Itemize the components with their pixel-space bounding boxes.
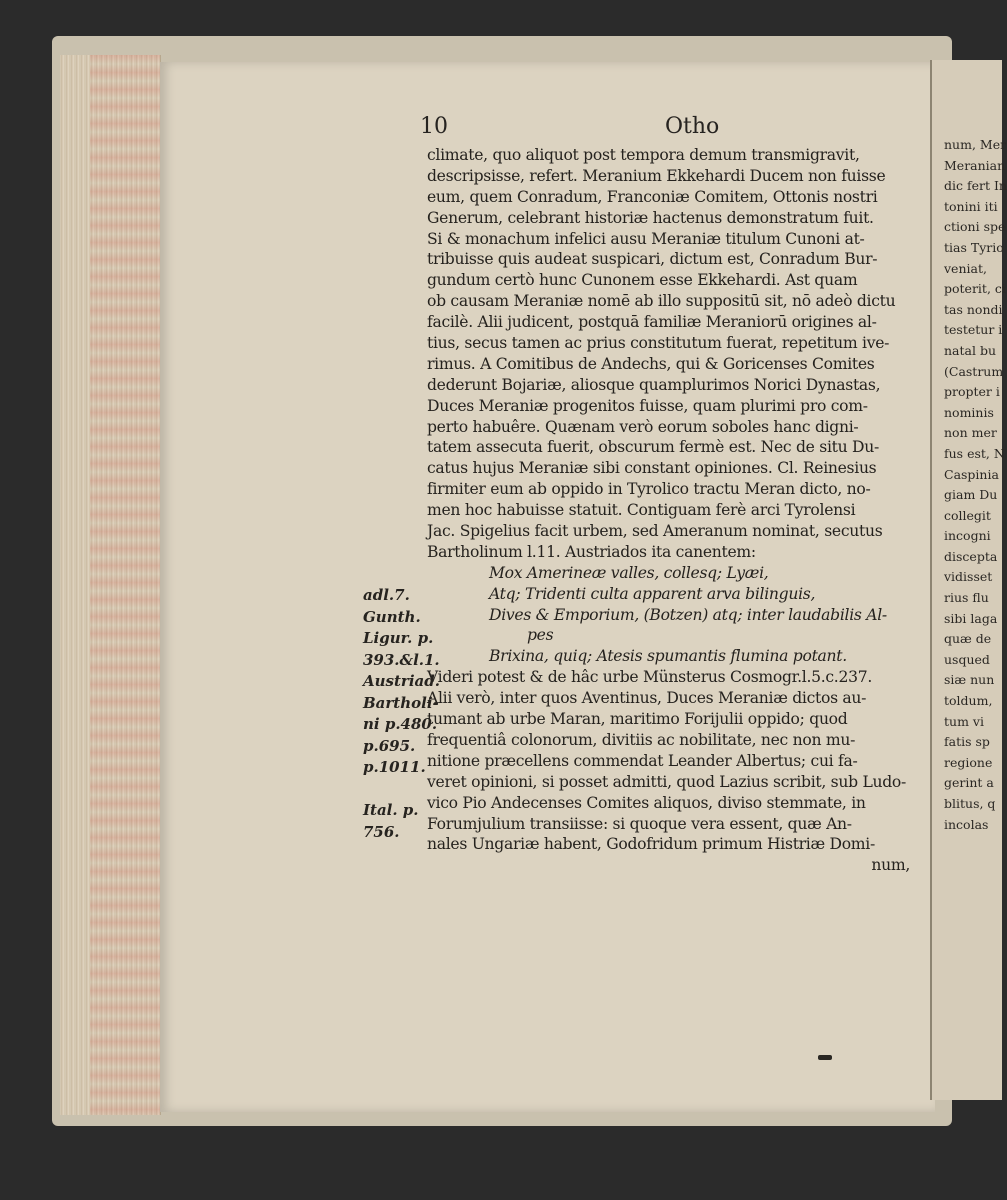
right-fragment: collegit	[944, 507, 991, 523]
text-line: Bartholinum l.11. Austriados ita canentem:	[427, 542, 756, 561]
right-fragment: Caspinia	[944, 466, 999, 482]
right-fragment: poterit, ci	[944, 281, 1006, 297]
margin-note: Austriad.	[363, 672, 440, 690]
page-block-edge	[60, 55, 161, 1115]
text-line: Jac. Spigelius facit urbem, sed Ameranum nominat, secutus	[427, 522, 883, 541]
text-line: veret opinioni, si posset admitti, quod Lazius scribit, sub Ludo-	[427, 772, 906, 791]
right-fragment: veniat,	[944, 260, 987, 276]
right-fragment: non mer	[944, 425, 997, 441]
right-fragment: discepta	[944, 548, 998, 564]
right-page-text	[944, 135, 1007, 835]
right-fragment: gerint a	[944, 775, 994, 791]
right-fragment: toldum,	[944, 693, 993, 709]
verse-line: Brixina, quiq; Atesis spumantis flumina potant.	[489, 647, 847, 666]
right-fragment: tonini iti	[944, 198, 998, 214]
text-line: tatem assecuta fuerit, obscurum fermè est. Nec de situ Du-	[427, 438, 879, 457]
margin-note: Bartholi-	[363, 693, 439, 712]
right-fragment: tum vi	[944, 713, 984, 729]
text-line: perto habuêre. Quænam verò eorum soboles hanc digni-	[427, 417, 859, 436]
right-fragment: ctioni spe	[944, 219, 1006, 235]
text-line: tius, secus tamen ac prius constitutum fuerat, repetitum ive-	[427, 334, 890, 353]
right-fragment: tas nondi	[944, 301, 1003, 317]
text-line: gundum certò hunc Cunonem esse Ekkehardi. Ast quam	[427, 271, 858, 290]
text-line: climate, quo aliquot post tempora demum transmigravit,	[427, 146, 860, 164]
right-fragment: Meranian	[944, 157, 1006, 173]
margin-note: 393.&l.1.	[363, 650, 440, 669]
margin-note: 756.	[363, 822, 400, 841]
margin-note: Ligur. p.	[363, 629, 434, 647]
text-line: dederunt Bojariæ, aliosque quamplurimos Norici Dynastas,	[427, 375, 881, 394]
margin-note: Ital. p.	[363, 801, 419, 819]
margin-note: ni p.480.	[363, 715, 438, 733]
verse-line: pes	[527, 626, 554, 645]
text-line: descripsisse, refert. Meranium Ekkehardi Ducem non fuisse	[427, 166, 886, 185]
margin-note: p.695.	[363, 736, 416, 755]
text-line: rimus. A Comitibus de Andechs, qui & Goricenses Comites	[427, 354, 875, 373]
margin-note	[363, 779, 443, 801]
right-fragment: regione	[944, 754, 993, 770]
text-line: eum, quem Conradum, Franconiæ Comitem, Ottonis nostri	[427, 187, 878, 206]
right-fragment: blitus, q	[944, 796, 996, 811]
text-line: facilè. Alii judicent, postquā familiæ Meraniorū origines al-	[427, 313, 877, 332]
text-line: men hoc habuisse statuit. Contiguam ferè arci Tyrolensi	[427, 501, 856, 520]
text-line: vico Pio Andecenses Comites aliquos, diviso stemmate, in	[427, 793, 866, 812]
right-fragment: propter i	[944, 384, 1000, 400]
right-page	[930, 60, 1007, 1100]
right-fragment: nominis	[944, 404, 994, 420]
right-fragment: (Castrum	[944, 363, 1004, 379]
text-line: Alii verò, inter quos Aventinus, Duces Meraniæ dictos au-	[427, 689, 867, 708]
text-line: firmiter eum ab oppido in Tyrolico tractu Meran dicto, no-	[427, 480, 871, 499]
right-fragment: incolas	[944, 816, 989, 832]
text-line: nales Ungariæ habent, Godofridum primum Histriæ Domi-	[427, 835, 875, 854]
text-line: Generum, celebrant historiæ hactenus demonstratum fuit.	[427, 208, 874, 227]
right-fragment: fus est, N	[944, 445, 1005, 461]
text-line: Videri potest & de hâc urbe Münsterus Cosmogr.l.5.c.237.	[427, 668, 872, 687]
right-fragment: natal bu	[944, 342, 997, 358]
text-line: Forumjulium transiisse: si quoque vera essent, quæ An-	[427, 814, 852, 833]
right-fragment: num, Mer	[944, 137, 1007, 152]
text-line: Si & monachum infelici ausu Meraniæ titulum Cunoni at-	[427, 229, 865, 248]
right-fragment: quæ de	[944, 631, 992, 647]
text-line: nitione præcellens commendat Leander Albertus; cui fa-	[427, 751, 858, 770]
right-fragment: rius flu	[944, 590, 989, 606]
main-text-block	[427, 145, 922, 876]
right-fragment: sibi laga	[944, 610, 998, 626]
right-fragment: vidisset	[944, 569, 993, 585]
text-line: frequentiâ colonorum, divitiis ac nobilitate, nec non mu-	[427, 730, 856, 749]
text-line: tribuisse quis audeat suspicari, dictum est, Conradum Bur-	[427, 250, 878, 269]
right-fragment: dic fert In	[944, 178, 1007, 194]
margin-note: Gunth.	[363, 607, 421, 626]
margin-notes	[363, 585, 443, 843]
running-title: Otho	[665, 114, 720, 139]
verse-line: Dives & Emporium, (Botzen) atq; inter laudabilis Al-	[489, 605, 887, 624]
text-line: ob causam Meraniæ nomē ab illo suppositū sit, nō adeò dictu	[427, 292, 896, 311]
right-fragment: giam Du	[944, 487, 998, 503]
right-fragment: tias Tyrio	[944, 239, 1004, 255]
right-fragment: fatis sp	[944, 734, 990, 750]
text-line: Duces Meraniæ progenitos fuisse, quam plurimi pro com-	[427, 396, 868, 415]
margin-note: adl.7.	[363, 586, 410, 604]
text-line: tumant ab urbe Maran, maritimo Forijulii oppido; quod	[427, 710, 848, 729]
margin-note: p.1011.	[363, 758, 426, 776]
right-fragment: incogni	[944, 528, 991, 544]
verse-line: Mox Amerineæ valles, collesq; Lyæi,	[489, 563, 769, 582]
right-fragment: testetur i	[944, 322, 1003, 338]
verse-line: Atq; Tridenti culta apparent arva bilinguis,	[489, 584, 816, 603]
page-number: 10	[420, 114, 448, 139]
ink-mark	[818, 1055, 832, 1060]
right-fragment: usqued	[944, 651, 990, 667]
right-fragment: siæ nun	[944, 672, 995, 688]
catchword: num,	[871, 856, 910, 875]
text-line: catus hujus Meraniæ sibi constant opiniones. Cl. Reinesius	[427, 459, 877, 478]
